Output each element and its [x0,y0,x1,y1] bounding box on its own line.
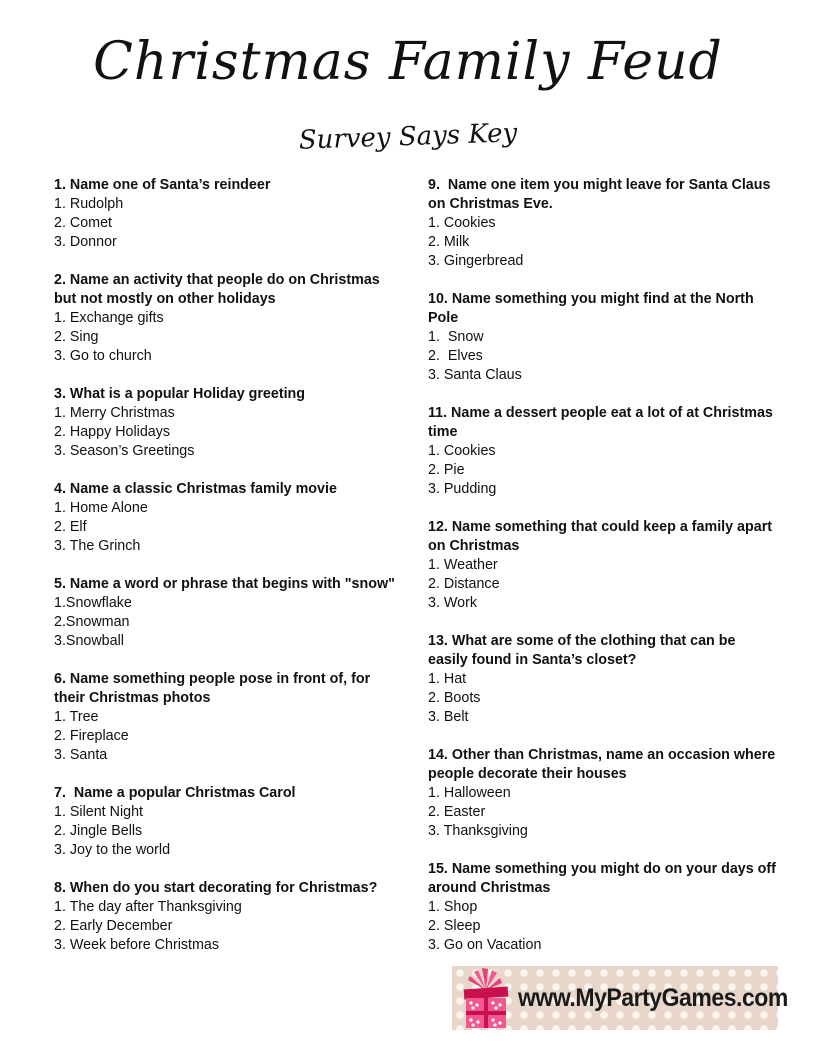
answer: 2. Distance [428,576,500,592]
answer: 3. Gingerbread [428,253,524,269]
answer: 1. Rudolph [54,196,124,212]
question-block [54,385,404,461]
question-text: 13. What are some of the clothing that can be easily found in Santa’s closet? [428,633,740,668]
question-text: 10. Name something you might find at the North Pole [428,291,758,326]
website-link[interactable]: www.MyPartyGames.com [518,983,788,1012]
question-text: 1. Name one of Santa’s reindeer [54,177,271,193]
answer: 3. Go on Vacation [428,937,542,953]
answer: 2. Elves [428,348,483,364]
answer: 1. Shop [428,899,478,915]
question-block [54,784,404,860]
question-block [428,746,778,841]
answer: 2. Sing [54,329,99,345]
answer: 3. Santa [54,747,108,763]
answer: 2. Milk [428,234,470,250]
question-text: 15. Name something you might do on your days off around Christmas [428,861,780,896]
question-block [428,860,778,955]
answer: 3. Joy to the world [54,842,171,858]
question-block [428,518,778,613]
question-text: 7. Name a popular Christmas Carol [54,785,296,801]
answer: 2. Sleep [428,918,481,934]
question-block [54,879,404,955]
answer: 1. Exchange gifts [54,310,164,326]
answer: 1. Halloween [428,785,511,801]
answer: 1. Merry Christmas [54,405,175,421]
answer: 3. Pudding [428,481,497,497]
answer: 1. Hat [428,671,467,687]
right-question-column [428,176,778,974]
answer: 3. Thanksgiving [428,823,528,839]
question-block [428,404,778,499]
question-text: 4. Name a classic Christmas family movie [54,481,337,497]
answer: 1. Silent Night [54,804,144,820]
question-text: 5. Name a word or phrase that begins with "snow" [54,576,395,592]
page-title: Christmas Family Feud [93,32,723,92]
answer: 1. Snow [428,329,484,345]
question-block [54,176,404,252]
question-block [428,290,778,385]
answer: 3. Week before Christmas [54,937,220,953]
answer: 3. The Grinch [54,538,141,554]
answer: 1. Cookies [428,215,496,231]
question-block [428,632,778,727]
question-text: 11. Name a dessert people eat a lot of at Christmas time [428,405,777,440]
question-text: 8. When do you start decorating for Christmas? [54,880,378,896]
answer: 3. Donnor [54,234,117,250]
answer: 2. Boots [428,690,481,706]
answer: 1. The day after Thanksgiving [54,899,242,915]
question-block [54,575,404,651]
question-text: 6. Name something people pose in front of, for their Christmas photos [54,671,375,706]
answer: 3. Santa Claus [428,367,522,383]
answer: 3. Work [428,595,477,611]
answer: 1.Snowflake [54,595,132,611]
question-block [54,271,404,366]
answer: 2. Pie [428,462,465,478]
answer: 2. Jingle Bells [54,823,143,839]
answer: 2. Early December [54,918,173,934]
answer: 2. Easter [428,804,486,820]
answer: 1. Home Alone [54,500,148,516]
answer: 3. Go to church [54,348,152,364]
website-banner[interactable] [452,966,788,1030]
left-question-column [54,176,404,974]
question-block [428,176,778,271]
answer: 2. Comet [54,215,113,231]
page-subtitle: Survey Says Key [298,118,518,156]
answer: 2. Elf [54,519,87,535]
question-text: 14. Other than Christmas, name an occasion where people decorate their houses [428,747,780,782]
answer: 2. Happy Holidays [54,424,171,440]
answer: 3. Season’s Greetings [54,443,195,459]
answer: 3.Snowball [54,633,124,649]
answer: 1. Cookies [428,443,496,459]
question-text: 12. Name something that could keep a family apart on Christmas [428,519,777,554]
gift-icon [460,968,512,1028]
answer: 2. Fireplace [54,728,129,744]
question-text: 2. Name an activity that people do on Christmas but not mostly on other holidays [54,272,384,307]
question-block [54,480,404,556]
answer: 2.Snowman [54,614,130,630]
answer: 1. Tree [54,709,99,725]
question-text: 3. What is a popular Holiday greeting [54,386,306,402]
question-text: 9. Name one item you might leave for Santa Claus on Christmas Eve. [428,177,775,212]
answer: 1. Weather [428,557,498,573]
answer: 3. Belt [428,709,469,725]
question-block [54,670,404,765]
